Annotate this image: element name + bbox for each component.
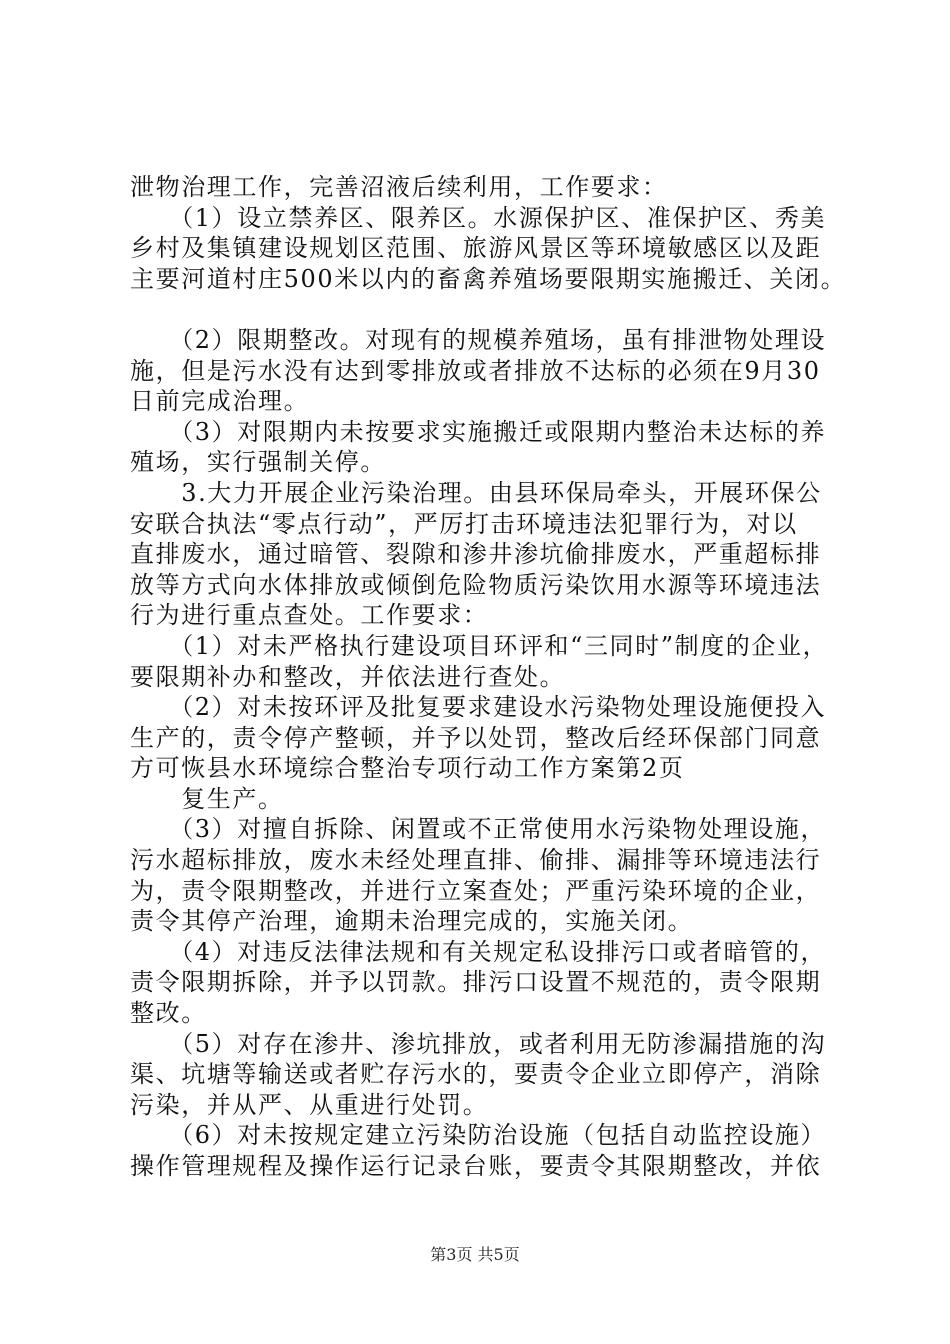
text-line: 日前完成治理。 bbox=[130, 387, 310, 416]
document-body bbox=[130, 172, 847, 1182]
text-line: 为，责令限期整改，并进行立案查处；严重污染环境的企业， bbox=[130, 876, 822, 905]
text-line: 责令限期拆除，并予以罚款。排污口设置不规范的，责令限期 bbox=[130, 968, 822, 997]
text-line: （5）对存在渗井、渗坑排放，或者利用无防渗漏措施的沟 bbox=[130, 1029, 827, 1058]
text-line: 放等方式向水体排放或倾倒危险物质污染饮用水源等环境违法 bbox=[130, 570, 822, 599]
text-line: （3）对限期内未按要求实施搬迁或限期内整治未达标的养 bbox=[130, 417, 827, 446]
text-line: 渠、坑塘等输送或者贮存污水的，要责令企业立即停产，消除 bbox=[130, 1060, 822, 1089]
text-line: 污染，并从严、从重进行处罚。 bbox=[130, 1090, 489, 1119]
text-line: 要限期补办和整改，并依法进行查处。 bbox=[130, 662, 566, 691]
text-line: （4）对违反法律法规和有关规定私设排污口或者暗管的， bbox=[130, 937, 827, 966]
text-line: （3）对擅自拆除、闲置或不正常使用水污染物处理设施， bbox=[130, 815, 827, 844]
text-line: 乡村及集镇建设规划区范围、旅游风景区等环境敏感区以及距 bbox=[130, 234, 822, 263]
text-line: 主要河道村庄500米以内的畜禽养殖场要限期实施搬迁、关闭。 bbox=[130, 264, 847, 293]
text-line: 直排废水，通过暗管、裂隙和渗井渗坑偷排废水，严重超标排 bbox=[130, 540, 822, 569]
text-line: （2）限期整改。对现有的规模养殖场，虽有排泄物处理设 bbox=[130, 325, 827, 354]
text-line: 殖场，实行强制关停。 bbox=[130, 448, 386, 477]
blank-line bbox=[130, 294, 830, 325]
text-line: 3.大力开展企业污染治理。由县环保局牵头，开展环保公 bbox=[130, 478, 822, 507]
text-line: 操作管理规程及操作运行记录台账，要责令其限期整改，并依 bbox=[130, 1152, 822, 1180]
text-line: （2）对未按环评及批复要求建设水污染物处理设施便投入 bbox=[130, 693, 827, 722]
text-line: 施，但是污水没有达到零排放或者排放不达标的必须在9月30 bbox=[130, 356, 821, 385]
text-line: 责令其停产治理，逾期未治理完成的，实施关闭。 bbox=[130, 907, 694, 936]
text-line: 生产的，责令停产整顿，并予以处罚，整改后经环保部门同意 bbox=[130, 723, 822, 752]
text-line: 行为进行重点查处。工作要求： bbox=[130, 601, 489, 630]
text-line: 泄物治理工作，完善沼液后续利用，工作要求： bbox=[130, 173, 668, 201]
text-line: 整改。 bbox=[130, 999, 207, 1028]
text-line: 安联合执法“零点行动”，严厉打击环境违法犯罪行为，对以 bbox=[130, 509, 798, 538]
text-line: 污水超标排放，废水未经处理直排、偷排、漏排等环境违法行 bbox=[130, 846, 822, 875]
page-footer: 第3页 共5页 bbox=[430, 1245, 520, 1264]
text-line: 方可恢县水环境综合整治专项行动工作方案第2页 bbox=[130, 754, 685, 783]
text-line: （1）设立禁养区、限养区。水源保护区、准保护区、秀美 bbox=[130, 203, 827, 232]
text-line: （1）对未严格执行建设项目环评和“三同时”制度的企业， bbox=[130, 631, 829, 660]
text-line: （6）对未按规定建立污染防治设施（包括自动监控设施） bbox=[130, 1121, 827, 1150]
text-line: 复生产。 bbox=[130, 784, 284, 813]
